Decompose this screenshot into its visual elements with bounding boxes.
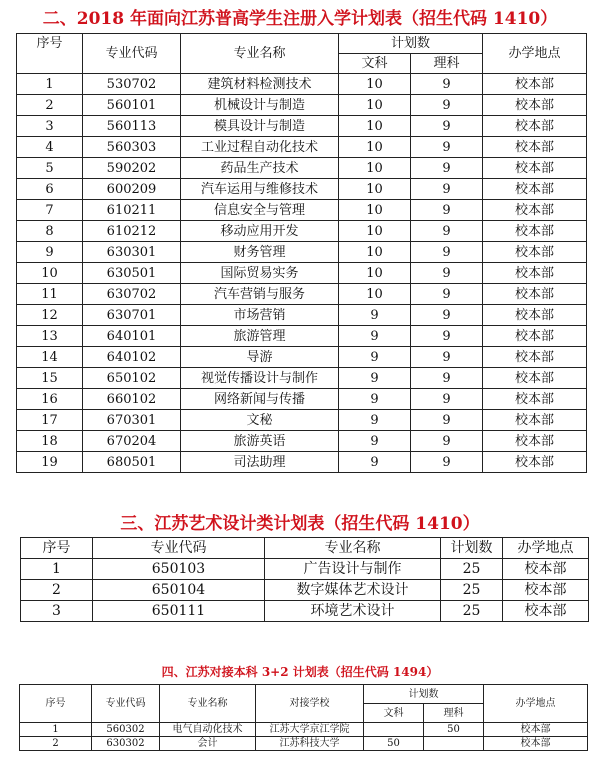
cell-name: 汽车运用与维修技术 (181, 179, 339, 200)
cell-arts: 10 (339, 263, 411, 284)
cell-science: 9 (411, 74, 483, 95)
cell-science: 9 (411, 242, 483, 263)
cell-location: 校本部 (483, 284, 587, 305)
cell-name: 汽车营销与服务 (181, 284, 339, 305)
cell-location: 校本部 (483, 74, 587, 95)
table-row (17, 116, 587, 137)
cell-no: 5 (17, 158, 83, 179)
header-code: 专业代码 (93, 538, 265, 559)
cell-code: 630301 (83, 242, 181, 263)
cell-no: 3 (21, 601, 93, 622)
cell-science: 9 (411, 263, 483, 284)
cell-science: 9 (411, 326, 483, 347)
cell-science: 9 (411, 284, 483, 305)
cell-location: 校本部 (483, 242, 587, 263)
cell-science (424, 737, 484, 751)
header-no: 序号 (20, 685, 92, 723)
cell-code: 670301 (83, 410, 181, 431)
cell-location: 校本部 (483, 137, 587, 158)
cell-no: 1 (17, 74, 83, 95)
table-row (17, 200, 587, 221)
cell-location: 校本部 (483, 410, 587, 431)
cell-code: 560302 (92, 723, 160, 737)
cell-location: 校本部 (483, 368, 587, 389)
cell-no: 19 (17, 452, 83, 473)
table-row (21, 601, 589, 622)
cell-location: 校本部 (483, 95, 587, 116)
cell-no: 15 (17, 368, 83, 389)
cell-code: 630302 (92, 737, 160, 751)
cell-arts: 10 (339, 116, 411, 137)
header-arts: 文科 (339, 54, 411, 74)
section4-title: 四、江苏对接本科 3+2 计划表（招生代码 1494） (161, 665, 439, 679)
cell-plan: 25 (441, 580, 503, 601)
cell-name: 环境艺术设计 (265, 601, 441, 622)
section2-title: 二、2018 年面向江苏普高学生注册入学计划表（招生代码 1410） (42, 9, 558, 29)
table-row (17, 368, 587, 389)
cell-name: 数字媒体艺术设计 (265, 580, 441, 601)
cell-code: 530702 (83, 74, 181, 95)
header-no: 序号 (21, 538, 93, 559)
cell-arts: 10 (339, 137, 411, 158)
table-row (17, 347, 587, 368)
header-code: 专业代码 (92, 685, 160, 723)
cell-name: 建筑材料检测技术 (181, 74, 339, 95)
table-row (17, 263, 587, 284)
cell-science: 9 (411, 389, 483, 410)
cell-arts: 50 (364, 737, 424, 751)
cell-name: 信息安全与管理 (181, 200, 339, 221)
section3-table (20, 537, 589, 622)
cell-no: 2 (17, 95, 83, 116)
cell-location: 校本部 (483, 221, 587, 242)
cell-arts: 9 (339, 305, 411, 326)
cell-code: 650103 (93, 559, 265, 580)
cell-plan: 25 (441, 559, 503, 580)
cell-name: 视觉传播设计与制作 (181, 368, 339, 389)
cell-arts: 10 (339, 284, 411, 305)
cell-no: 8 (17, 221, 83, 242)
cell-science: 9 (411, 179, 483, 200)
table-row (21, 580, 589, 601)
cell-location: 校本部 (503, 601, 589, 622)
cell-code: 610211 (83, 200, 181, 221)
cell-location: 校本部 (483, 305, 587, 326)
section3-title: 三、江苏艺术设计类计划表（招生代码 1410） (120, 514, 480, 534)
table-row (17, 242, 587, 263)
cell-no: 9 (17, 242, 83, 263)
cell-code: 640102 (83, 347, 181, 368)
cell-code: 630702 (83, 284, 181, 305)
cell-no: 18 (17, 431, 83, 452)
header-science: 理科 (424, 704, 484, 723)
cell-science: 9 (411, 410, 483, 431)
cell-code: 670204 (83, 431, 181, 452)
table-row (20, 723, 588, 737)
table-row (17, 431, 587, 452)
header-location: 办学地点 (503, 538, 589, 559)
cell-code: 600209 (83, 179, 181, 200)
table-row (17, 284, 587, 305)
cell-science: 9 (411, 305, 483, 326)
table-row (17, 326, 587, 347)
table-row (20, 737, 588, 751)
cell-no: 11 (17, 284, 83, 305)
cell-name: 工业过程自动化技术 (181, 137, 339, 158)
cell-location: 校本部 (503, 580, 589, 601)
cell-no: 14 (17, 347, 83, 368)
cell-plan: 25 (441, 601, 503, 622)
cell-science: 9 (411, 137, 483, 158)
cell-science: 9 (411, 221, 483, 242)
cell-code: 650102 (83, 368, 181, 389)
cell-no: 13 (17, 326, 83, 347)
cell-location: 校本部 (483, 200, 587, 221)
section4-table (19, 684, 588, 751)
cell-science: 9 (411, 158, 483, 179)
header-science: 理科 (411, 54, 483, 74)
cell-arts (364, 723, 424, 737)
table-row (17, 158, 587, 179)
cell-school: 江苏大学京江学院 (256, 723, 364, 737)
table-row (17, 452, 587, 473)
cell-location: 校本部 (483, 347, 587, 368)
cell-location: 校本部 (483, 263, 587, 284)
cell-no: 17 (17, 410, 83, 431)
cell-no: 3 (17, 116, 83, 137)
cell-location: 校本部 (483, 389, 587, 410)
cell-location: 校本部 (503, 559, 589, 580)
table-row (17, 389, 587, 410)
table-row (17, 410, 587, 431)
cell-name: 机械设计与制造 (181, 95, 339, 116)
cell-location: 校本部 (483, 116, 587, 137)
cell-arts: 9 (339, 410, 411, 431)
cell-no: 2 (20, 737, 92, 751)
table-row (21, 559, 589, 580)
cell-location: 校本部 (483, 158, 587, 179)
cell-arts: 9 (339, 431, 411, 452)
header-name: 专业名称 (160, 685, 256, 723)
header-location: 办学地点 (484, 685, 588, 723)
header-code: 专业代码 (83, 34, 181, 74)
cell-science: 9 (411, 347, 483, 368)
cell-name: 药品生产技术 (181, 158, 339, 179)
cell-code: 630501 (83, 263, 181, 284)
cell-no: 12 (17, 305, 83, 326)
cell-arts: 10 (339, 74, 411, 95)
cell-code: 650111 (93, 601, 265, 622)
cell-no: 7 (17, 200, 83, 221)
cell-name: 会计 (160, 737, 256, 751)
cell-name: 电气自动化技术 (160, 723, 256, 737)
cell-name: 导游 (181, 347, 339, 368)
cell-name: 广告设计与制作 (265, 559, 441, 580)
cell-arts: 9 (339, 347, 411, 368)
header-no: 序号 (17, 34, 83, 74)
cell-name: 财务管理 (181, 242, 339, 263)
header-plan: 计划数 (364, 685, 484, 704)
cell-no: 4 (17, 137, 83, 158)
cell-name: 旅游英语 (181, 431, 339, 452)
header-plan: 计划数 (339, 34, 483, 54)
table-row (17, 137, 587, 158)
cell-arts: 9 (339, 452, 411, 473)
cell-science: 9 (411, 200, 483, 221)
cell-code: 630701 (83, 305, 181, 326)
cell-code: 560303 (83, 137, 181, 158)
cell-science: 50 (424, 723, 484, 737)
cell-code: 590202 (83, 158, 181, 179)
section2-header-row (17, 34, 587, 54)
cell-arts: 10 (339, 200, 411, 221)
section3-header-row (21, 538, 589, 559)
cell-name: 移动应用开发 (181, 221, 339, 242)
cell-location: 校本部 (483, 326, 587, 347)
header-location: 办学地点 (483, 34, 587, 74)
cell-no: 2 (21, 580, 93, 601)
cell-location: 校本部 (483, 179, 587, 200)
header-school: 对接学校 (256, 685, 364, 723)
cell-code: 640101 (83, 326, 181, 347)
cell-name: 司法助理 (181, 452, 339, 473)
cell-code: 660102 (83, 389, 181, 410)
cell-name: 旅游管理 (181, 326, 339, 347)
cell-arts: 10 (339, 221, 411, 242)
cell-no: 1 (21, 559, 93, 580)
table-row (17, 74, 587, 95)
cell-code: 680501 (83, 452, 181, 473)
cell-science: 9 (411, 431, 483, 452)
cell-arts: 9 (339, 389, 411, 410)
cell-arts: 10 (339, 95, 411, 116)
cell-science: 9 (411, 452, 483, 473)
cell-school: 江苏科技大学 (256, 737, 364, 751)
cell-code: 650104 (93, 580, 265, 601)
cell-science: 9 (411, 368, 483, 389)
section4-header-row (20, 685, 588, 704)
cell-name: 市场营销 (181, 305, 339, 326)
header-plan: 计划数 (441, 538, 503, 559)
cell-no: 16 (17, 389, 83, 410)
cell-arts: 10 (339, 179, 411, 200)
cell-name: 网络新闻与传播 (181, 389, 339, 410)
cell-location: 校本部 (483, 431, 587, 452)
cell-no: 1 (20, 723, 92, 737)
cell-no: 6 (17, 179, 83, 200)
cell-location: 校本部 (484, 737, 588, 751)
cell-code: 560113 (83, 116, 181, 137)
cell-arts: 10 (339, 242, 411, 263)
header-name: 专业名称 (181, 34, 339, 74)
cell-location: 校本部 (484, 723, 588, 737)
table-row (17, 305, 587, 326)
cell-arts: 10 (339, 158, 411, 179)
cell-arts: 9 (339, 368, 411, 389)
section2-table (16, 33, 587, 473)
cell-name: 文秘 (181, 410, 339, 431)
cell-science: 9 (411, 116, 483, 137)
cell-arts: 9 (339, 326, 411, 347)
header-arts: 文科 (364, 704, 424, 723)
header-name: 专业名称 (265, 538, 441, 559)
table-row (17, 221, 587, 242)
table-row (17, 95, 587, 116)
cell-name: 国际贸易实务 (181, 263, 339, 284)
cell-location: 校本部 (483, 452, 587, 473)
cell-no: 10 (17, 263, 83, 284)
cell-name: 模具设计与制造 (181, 116, 339, 137)
cell-science: 9 (411, 95, 483, 116)
table-row (17, 179, 587, 200)
cell-code: 560101 (83, 95, 181, 116)
cell-code: 610212 (83, 221, 181, 242)
